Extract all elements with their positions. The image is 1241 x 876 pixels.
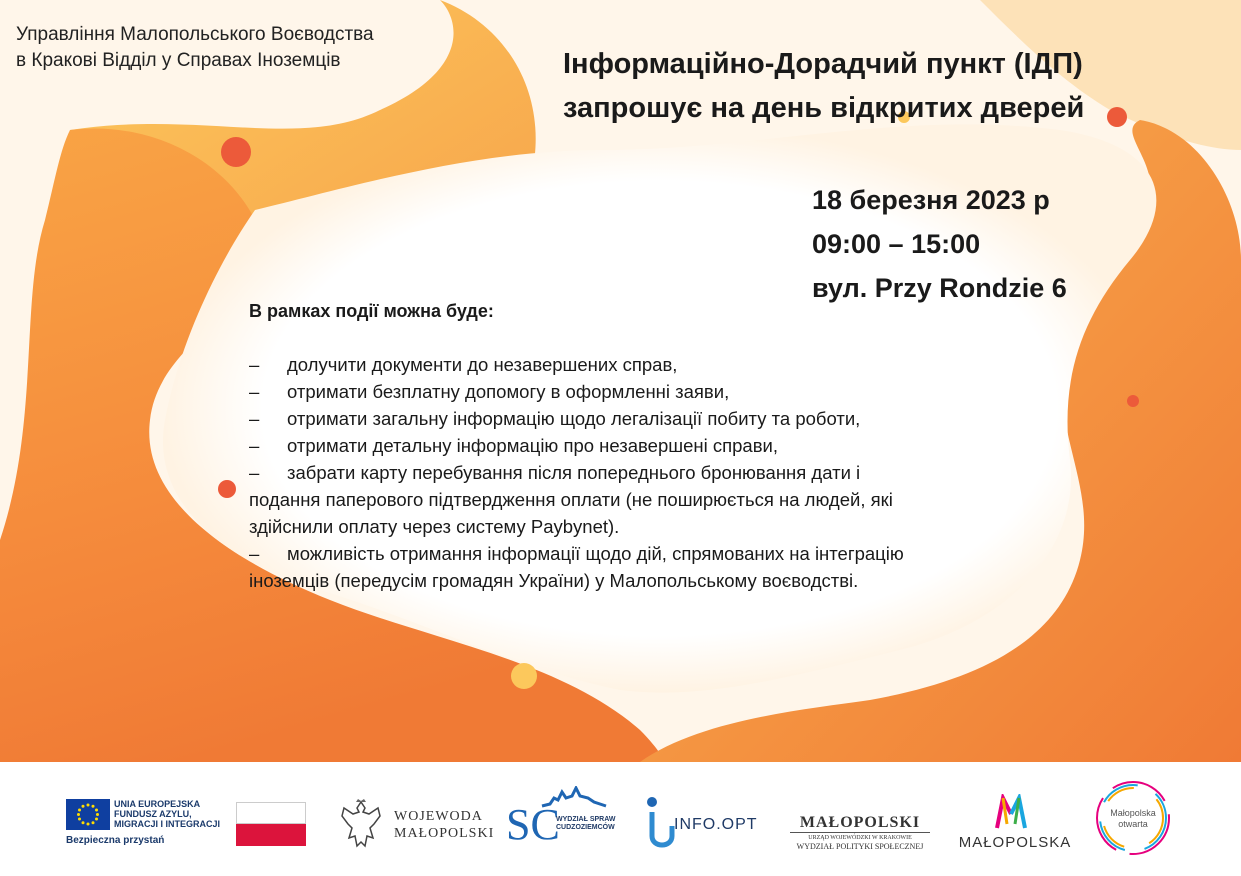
list-item-text: здійснили оплату через систему Paybynet). (249, 516, 620, 537)
organization-line-1: Управління Малопольського Воєводства (16, 24, 374, 45)
event-details (812, 178, 1067, 310)
list-item-text: отримати детальну інформацію про незавершені справи, (287, 435, 778, 456)
list-dash: – (249, 408, 260, 429)
malopolska-otwarta-logo (1093, 778, 1173, 858)
list-item-text: отримати загальну інформацію щодо легалізації побиту та роботи, (287, 408, 861, 429)
urzad-line-3: WYDZIAŁ POLITYKI SPOŁECZNEJ (796, 842, 924, 851)
eu-logo (66, 799, 226, 849)
eu-line-1: UNIA EUROPEJSKA (114, 799, 201, 809)
bg-dot-red-right (1127, 395, 1139, 407)
list-item (249, 540, 1029, 594)
list-dash: – (249, 354, 260, 375)
urzad-wojewodzki-logo (790, 814, 930, 854)
wsc-monogram: SC (506, 800, 560, 849)
title-line-1: Інформаційно-Дорадчий пункт (ІДП) (563, 48, 1083, 80)
list-item (249, 405, 1029, 432)
urzad-line-2: URZĄD WOJEWÓDZKI W KRAKOWIE (790, 832, 930, 842)
list-item-text: отримати безплатну допомогу в оформленні заяви, (287, 381, 730, 402)
list-dash: – (249, 381, 260, 402)
list-dash: – (249, 462, 260, 483)
eagle-emblem-icon (338, 798, 384, 852)
malopolska-m-icon (993, 794, 1029, 830)
urzad-line-1: MAŁOPOLSKI (799, 814, 921, 831)
malopolska-text: MAŁOPOLSKA (958, 834, 1072, 851)
otwarta-text (1093, 808, 1173, 830)
list-item-text: подання паперового підтвердження оплати (не поширюється на людей, які (249, 489, 893, 510)
list-item-text: забрати карту перебування після попереднього бронювання дати і (287, 462, 861, 483)
info-opt-text: INFO.OPT (674, 816, 758, 833)
wojewoda-line-2: MAŁOPOLSKI (394, 826, 495, 841)
wsc-text (556, 816, 616, 832)
list-item-text: іноземців (передусім громадян України) у Малопольському воєводстві. (249, 570, 859, 591)
bg-dot-red-title (1107, 107, 1127, 127)
bg-dot-yellow-bottom (511, 663, 537, 689)
page-title (563, 42, 1084, 130)
list-item (249, 378, 1029, 405)
otwarta-line-1: Małopolska (1110, 808, 1156, 818)
footer-logos (0, 762, 1241, 876)
activities-list (249, 351, 1029, 594)
eu-line-2: FUNDUSZ AZYLU, (114, 809, 192, 819)
wojewoda-logo (338, 798, 495, 854)
bg-dot-red-left (218, 480, 236, 498)
list-dash: – (249, 543, 260, 564)
malopolska-logo (955, 794, 1075, 854)
title-line-2: запрошує на день відкритих дверей (563, 92, 1085, 124)
wsc-line-2: CUDZOZIEMCÓW (556, 824, 615, 831)
event-time: 09:00 – 15:00 (812, 229, 981, 259)
list-dash: – (249, 435, 260, 456)
list-item (249, 459, 1029, 540)
bg-dot-red-top (221, 137, 251, 167)
eu-line-3: MIGRACJI I INTEGRACJI (114, 819, 221, 829)
organization-name (16, 22, 374, 74)
list-item (249, 432, 1029, 459)
wsc-line-1: WYDZIAŁ SPRAW (556, 816, 616, 823)
info-i-icon (644, 796, 678, 852)
wsc-logo (506, 786, 626, 856)
eu-caption: Bezpieczna przystań (66, 835, 165, 846)
otwarta-line-2: otwarta (1118, 819, 1148, 829)
list-item-text: долучити документи до незавершених справ, (287, 354, 678, 375)
event-date: 18 березня 2023 р (812, 185, 1050, 215)
activities-intro: В рамках події можна буде: (249, 301, 494, 321)
eu-flag-icon (66, 799, 110, 830)
wojewoda-text (394, 808, 494, 842)
poland-flag-icon (236, 802, 306, 846)
wojewoda-line-1: WOJEWODA (394, 809, 483, 824)
event-address: вул. Przy Rondzie 6 (812, 273, 1067, 303)
list-item-text: можливість отримання інформації щодо дій, спрямованих на інтеграцію (287, 543, 904, 564)
eu-text (114, 799, 229, 829)
info-opt-logo (644, 796, 764, 856)
organization-line-2: в Кракові Відділ у Справах Іноземців (16, 50, 341, 71)
list-item (249, 351, 1029, 378)
